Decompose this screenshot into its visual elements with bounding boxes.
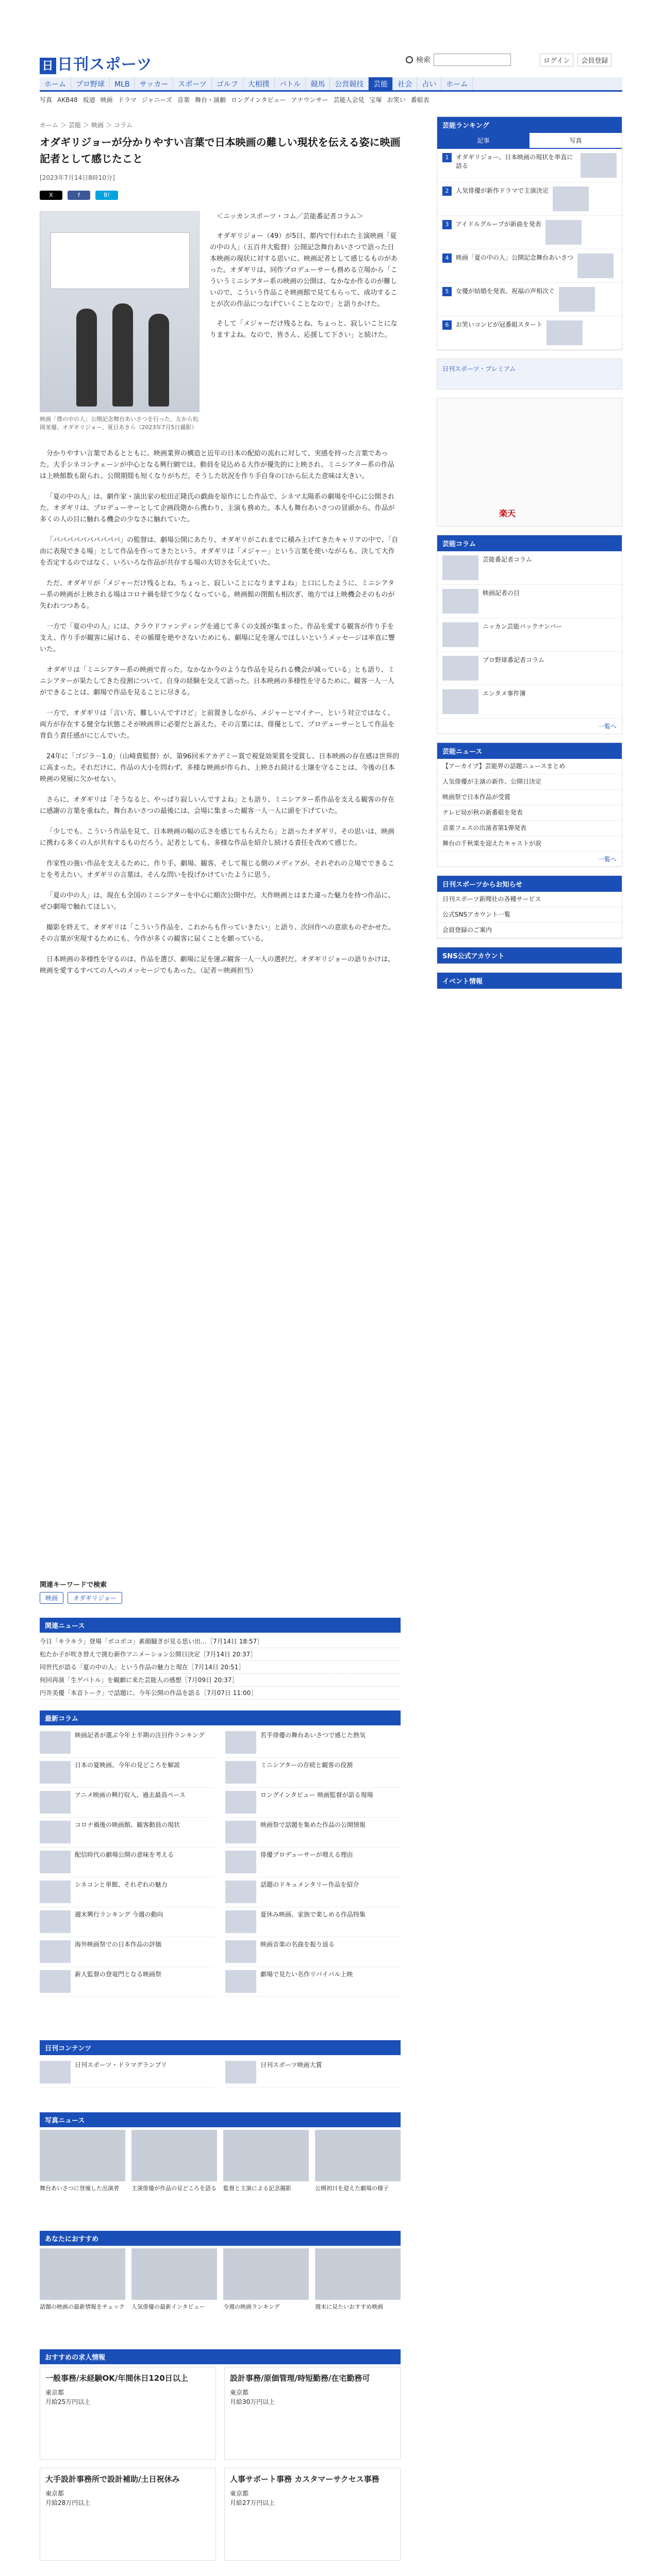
- lead-paragraph: ＜ニッカンスポーツ・コム／芸能番記者コラム＞: [217, 213, 363, 221]
- breadcrumb-item: ＞: [106, 122, 112, 129]
- nav-item[interactable]: スポーツ: [173, 77, 211, 90]
- recommend-item[interactable]: [40, 2248, 125, 2311]
- column-text: ニッカン芸能バックナンバー: [483, 623, 562, 630]
- article-body: [40, 448, 401, 986]
- photo-thumbnail: [315, 2130, 401, 2181]
- article-photo[interactable]: [40, 211, 200, 412]
- latest-column-item[interactable]: [40, 1937, 215, 1967]
- thumbnail: [225, 1970, 256, 1993]
- latest-column-item[interactable]: [225, 1788, 401, 1818]
- thumbnail: [40, 1761, 71, 1784]
- latest-column-text: 話題のドキュメンタリー作品を紹介: [260, 1881, 359, 1888]
- thumbnail: [225, 1910, 256, 1933]
- register-link[interactable]: 会員登録: [577, 54, 611, 66]
- subnav-item[interactable]: 宝塚: [369, 96, 382, 104]
- breadcrumb-item[interactable]: 映画: [91, 122, 104, 129]
- thumbnail: [442, 555, 478, 580]
- thumbnail: [40, 1910, 71, 1933]
- job-title: 大手設計事務所で設計補助/土日祝休み: [45, 2475, 180, 2484]
- thumbnail: [40, 1821, 71, 1843]
- latest-column-text: 新人監督の登竜門となる映画祭: [75, 1971, 162, 1978]
- thumbnail: [559, 287, 595, 312]
- thumbnail: [547, 320, 583, 345]
- body-paragraph: さらに、オダギリは「そうなると、やっぱり寂しいんですよね」とも語り、ミニシアター系作品を支える観客の存在に感謝の言葉を重ねた。舞台あいさつの最後には、会場に集まった観客一人一人に頭を下げていた。: [40, 796, 395, 815]
- subnav-item[interactable]: お笑い: [387, 96, 406, 104]
- sidebar: [437, 116, 622, 997]
- photo-thumbnail: [223, 2248, 309, 2300]
- latest-column-title: 最新コラム: [40, 1710, 401, 1725]
- latest-column-item[interactable]: [225, 1967, 401, 1997]
- lead-paragraph: オダギリジョー（49）が5日、都内で行われた主演映画「夏の中の人」（五百井大監督）公開記念舞台あいさつで語った日本映画の現状に対する思いに、映画記者として感じるものがあった。オダギリは、同作プロデューサーも務める立場から「こういうミニシアター系の映画の公開は、なかなか作るのが難しいので、こういう作品こそ映画館で見てもらって、成功することが次の作品につなげていくことなので」と語りかけた。: [210, 232, 398, 308]
- breadcrumb-item: ＞: [60, 122, 67, 129]
- thumbnail: [225, 1851, 256, 1873]
- article-lead: [210, 211, 401, 349]
- contents-text: 日刊スポーツ映画大賞: [260, 2061, 322, 2069]
- thumbnail: [40, 1851, 71, 1873]
- jobs-grid: [40, 2367, 401, 2561]
- share-facebook-button[interactable]: f: [68, 191, 90, 200]
- info-title: 日刊スポーツからお知らせ: [437, 876, 622, 892]
- info-item[interactable]: 公式SNSアカウント一覧: [437, 907, 622, 923]
- photo-news-item[interactable]: [40, 2130, 125, 2192]
- thumbnail: [442, 622, 478, 647]
- subnav-item[interactable]: 舞台・演劇: [194, 96, 226, 104]
- recommend-item-caption: 人気俳優の最新インタビュー: [131, 2303, 205, 2310]
- job-card[interactable]: [40, 2468, 216, 2561]
- photo-person: [112, 303, 133, 406]
- latest-column-item[interactable]: [40, 1848, 215, 1877]
- info-item[interactable]: 会員登録のご案内: [437, 923, 622, 938]
- photo-thumbnail: [223, 2130, 309, 2181]
- subnav-item[interactable]: ドラマ: [118, 96, 137, 104]
- news-item[interactable]: 舞台の千秋楽を迎えたキャストが涙: [437, 836, 622, 852]
- photo-thumbnail: [131, 2248, 217, 2300]
- ranking-item[interactable]: [437, 249, 622, 283]
- breadcrumb-item: ＞: [83, 122, 90, 129]
- tags-title: 関連キーワードで検索: [40, 1581, 107, 1589]
- thumbnail: [40, 1970, 71, 1993]
- latest-column-item[interactable]: [40, 1967, 215, 1997]
- column-item[interactable]: [437, 551, 622, 585]
- ranking-text: アイドルグループが新曲を発表: [456, 221, 541, 228]
- latest-column-item[interactable]: [40, 1788, 215, 1818]
- thumbnail: [225, 2061, 256, 2083]
- latest-column-item[interactable]: [225, 1877, 401, 1907]
- job-pay: 月給28万円以上: [45, 2499, 91, 2506]
- event-box: [437, 972, 622, 989]
- news-box: [437, 742, 622, 867]
- recommend-item[interactable]: [131, 2248, 217, 2311]
- search-label: 検索: [416, 56, 431, 64]
- photo-news-item-caption: 公開初日を迎えた劇場の様子: [315, 2185, 389, 2192]
- sub-navigation: [40, 95, 622, 105]
- related-news-item[interactable]: 松たか子が吹き替えで挑む新作アニメーション公開日決定［7月14日 20:37］: [40, 1648, 401, 1661]
- nav-item[interactable]: プロ野球: [71, 77, 110, 90]
- article-date: [2023年7月14日8時10分]: [40, 174, 115, 181]
- ranking-text: オダギリジョー、日本映画の現状を率直に語る: [456, 154, 573, 170]
- recommend-item[interactable]: [223, 2248, 309, 2311]
- rank-number: 4: [442, 253, 452, 263]
- ranking-text: 人気俳優が新作ドラマで主演決定: [456, 187, 549, 194]
- latest-column-text: 若手俳優の舞台あいさつで感じた熱気: [260, 1732, 366, 1739]
- nav-item[interactable]: 社会: [393, 77, 417, 90]
- body-paragraph: ただ、オダギリが「メジャーだけ残るとね、ちょっと、寂しいことになりますよね」と口にしたように、ミニシアター系の映画が上映される場はコロナ禍を経て少なくなっている。映画館の閉館も相次ぎ、地方では上映機会そのものが失われつつある。: [40, 580, 395, 610]
- photo-person: [148, 314, 169, 406]
- account-links: [540, 54, 611, 66]
- subnav-item[interactable]: アナウンサー: [291, 96, 328, 104]
- related-news-item[interactable]: 何回再演「生ゲバトル」を観劇に来た芸能人の感想［7月09日 20:37］: [40, 1674, 401, 1687]
- breadcrumb-item[interactable]: 芸能: [69, 122, 81, 129]
- photo-thumbnail: [40, 2248, 125, 2300]
- body-paragraph: 日本映画の多様性を守るのは、作品を選び、劇場に足を運ぶ観客一人一人の選択だ。オダギリジョーの語りかけは、映画を愛するすべての人へのメッセージでもあった。（記者＝映画担当）: [40, 956, 395, 975]
- body-paragraph: 「パパパパパパパパパパ」の監督は、劇場公開にあたり、オダギリがこれまでに積み上げてきたキャリアの中で、「自由に表現できる場」として作品を作ってきたという。オダギリは「メジャー」という言葉を使いながらも、決して大作を否定するのではなく、いろいろな作品が共存する場の大切さを伝えていた。: [40, 536, 399, 567]
- photo-news-item[interactable]: [315, 2130, 401, 2192]
- latest-column-item[interactable]: [40, 1758, 215, 1788]
- latest-column-text: 配信時代の劇場公開の意味を考える: [75, 1851, 174, 1858]
- photo-thumbnail: [40, 2130, 125, 2181]
- ranking-title: 芸能ランキング: [437, 117, 622, 133]
- nav-item[interactable]: 大相撲: [243, 77, 275, 90]
- latest-column-item[interactable]: [225, 1728, 401, 1758]
- photo-news-item-caption: 監督と主演による記念撮影: [223, 2185, 291, 2192]
- thumbnail: [442, 589, 478, 614]
- body-paragraph: 撮影を終えて、オダギリは「こういう作品を、これからも作っていきたい」と語り、次回作への意欲ものぞかせた。その言葉が実現するためにも、今作が多くの観客に届くことを願っている。: [40, 924, 395, 943]
- latest-column-text: シネコンと単館、それぞれの魅力: [75, 1881, 168, 1888]
- breadcrumb-item[interactable]: ホーム: [40, 122, 59, 129]
- news-item[interactable]: 映画祭で日本作品が受賞: [437, 790, 622, 805]
- subnav-item[interactable]: 芸能人会見: [333, 96, 365, 104]
- subnav-item[interactable]: 番組表: [410, 96, 429, 104]
- latest-column-text: 週末興行ランキング 今週の動向: [75, 1911, 163, 1918]
- latest-column-item[interactable]: [225, 1937, 401, 1967]
- contents-item[interactable]: [40, 2058, 215, 2088]
- column-text: 芸能番記者コラム: [483, 556, 532, 563]
- thumbnail: [225, 1880, 256, 1903]
- thumbnail: [40, 1731, 71, 1754]
- breadcrumb-item[interactable]: コラム: [114, 122, 133, 129]
- breadcrumb: [40, 121, 135, 129]
- header-search: [406, 54, 511, 66]
- body-paragraph: 24年に「ゴジラ－1.0」（山崎貴監督）が、第96回米アカデミー賞で視覚効果賞を受賞し、日本映画の存在感は世界的に高まった。それだけに、作品の大小を問わず、多様な映画が作られ、上映され続ける土壌を守ることは、今後の日本映画の発展に欠かせない。: [40, 753, 400, 783]
- thumbnail: [225, 1761, 256, 1784]
- column-list: [437, 551, 622, 719]
- rank-number: 3: [442, 220, 452, 229]
- search-icon[interactable]: [406, 56, 413, 63]
- sns-box: [437, 947, 622, 964]
- share-x-button[interactable]: X: [40, 191, 62, 200]
- column-box: [437, 535, 622, 734]
- recommend-item[interactable]: [315, 2248, 401, 2311]
- body-paragraph: 「夏の中の人」は、劇作家・演出家の松田正隆氏の戯曲を原作にした作品で、シネマ太陽系の劇場を中心に公開された。オダギリは、プロデューサーとして企画段階から携わり、主演も務めた。本人も舞台あいさつの冒頭から、作品が多くの人の目に触れる機会の少なさに触れていた。: [40, 493, 395, 523]
- ranking-text: お笑いコンビが冠番組スタート: [456, 321, 543, 328]
- news-item[interactable]: 【アーカイブ】芸能界の話題ニュースまとめ: [437, 759, 622, 774]
- info-box: [437, 875, 622, 939]
- job-card[interactable]: [40, 2367, 216, 2460]
- nav-item[interactable]: 競馬: [306, 77, 330, 90]
- ranking-text: 女優が結婚を発表、祝福の声相次ぐ: [456, 287, 555, 295]
- job-card[interactable]: [224, 2468, 401, 2561]
- contents-item[interactable]: [225, 2058, 401, 2088]
- latest-column-item[interactable]: [40, 1818, 215, 1848]
- latest-column-item[interactable]: [225, 1758, 401, 1788]
- related-news-list: [40, 1635, 401, 1700]
- job-title: 一般事務/未経験OK/年間休日120日以上: [45, 2374, 188, 2383]
- job-pay: 月給25万円以上: [45, 2398, 91, 2405]
- column-item[interactable]: [437, 585, 622, 618]
- nav-item[interactable]: 占い: [417, 77, 441, 90]
- rank-number: 6: [442, 320, 452, 330]
- body-paragraph: 一方で、オダギリは「言い方、難しいんですけど」と前置きしながら、メジャーとマイナー、という対立ではなく、両方が存在する健全な状態こそが映画界に必要だと訴えた。その言葉には、俳優として、プロデューサーとして作品を背負う責任感がにじんでいた。: [40, 709, 395, 740]
- latest-column-text: 夏休み映画、家族で楽しめる作品特集: [260, 1911, 366, 1918]
- photo-news-item-caption: 主演俳優が作品の見どころを語る: [131, 2185, 217, 2192]
- body-paragraph: 一方で「夏の中の人」には、クラウドファンディングを通じて多くの支援が集まった。作品を愛する観客が作り手を支え、作り手が観客に届ける、その循環を絶やさないためにも、劇場に足を運んでほしいというメッセージは率直に響いた。: [40, 623, 395, 653]
- event-title: イベント情報: [437, 973, 622, 989]
- photo-news-row: [40, 2130, 401, 2192]
- latest-column-text: 海外映画祭での日本作品の評価: [75, 1941, 162, 1948]
- nav-item[interactable]: サッカー: [135, 77, 173, 90]
- latest-column-item[interactable]: [225, 1848, 401, 1877]
- rank-number: 5: [442, 287, 452, 296]
- body-paragraph: 作家性の強い作品を支えるために、作り手、劇場、観客、そして報じる側のメディアが、それぞれの立場でできることを考えたい。オダギリの言葉は、そんな問いを投げかけていたように思う。: [40, 860, 394, 879]
- ranking-item[interactable]: [437, 149, 622, 182]
- latest-column-text: コロナ禍後の映画館、観客動員の現状: [75, 1821, 180, 1828]
- article-title: オダギリジョーが分かりやすい言葉で日本映画の難しい現状を伝える姿に映画記者として感じたこと: [40, 136, 401, 165]
- ranking-item[interactable]: [437, 283, 622, 316]
- photo-backdrop: [51, 232, 190, 289]
- related-news-title: 関連ニュース: [40, 1618, 401, 1633]
- column-item[interactable]: [437, 685, 622, 719]
- latest-column-text: 劇場で見たい名作リバイバル上映: [260, 1971, 353, 1978]
- ranking-item[interactable]: [437, 182, 622, 216]
- ranking-text: 映画「夏の中の人」公開記念舞台あいさつ: [456, 254, 574, 261]
- thumbnail: [40, 1791, 71, 1814]
- related-news-item[interactable]: 同世代が語る「夏の中の人」という作品の魅力と現在［7月14日 20:51］: [40, 1661, 401, 1674]
- thumbnail: [40, 2061, 71, 2083]
- latest-column-grid: [40, 1728, 401, 1997]
- column-text: プロ野球番記者コラム: [483, 656, 544, 664]
- ad-label: 楽天: [499, 509, 516, 518]
- job-pay: 月給27万円以上: [230, 2499, 275, 2506]
- photo-thumbnail: [315, 2248, 401, 2300]
- recommend-item-caption: 今週の映画ランキング: [223, 2303, 280, 2310]
- job-pay: 月給30万円以上: [230, 2398, 275, 2405]
- info-list: [437, 892, 622, 938]
- thumbnail: [225, 1821, 256, 1843]
- info-item[interactable]: 日刊スポーツ新聞社の各種サービス: [437, 892, 622, 907]
- thumbnail: [40, 1880, 71, 1903]
- latest-column-text: 映画音楽の名曲を振り返る: [260, 1941, 335, 1948]
- column-item[interactable]: [437, 652, 622, 685]
- thumbnail: [442, 656, 478, 681]
- subnav-item[interactable]: AKB48: [57, 96, 78, 104]
- latest-column-text: ロングインタビュー 映画監督が語る現場: [260, 1791, 373, 1799]
- lead-paragraph: そして「メジャーだけ残るとね、ちょっと、寂しいことになりますよね。なので、皆さん、応援して下さい」と続けた。: [210, 320, 398, 339]
- jobs-title: おすすめの求人情報: [40, 2349, 401, 2364]
- latest-column-item[interactable]: [225, 1907, 401, 1937]
- contents-grid: [40, 2058, 401, 2088]
- photo-caption: 映画「僕の中の人」公開記念舞台あいさつを行った、左から松岡茉優、オダギリジョー、夏目あきら（2023年7月5日撮影）: [40, 416, 198, 431]
- news-item[interactable]: 人気俳優が主演の新作、公開日決定: [437, 774, 622, 790]
- nav-item[interactable]: ホーム: [441, 77, 473, 90]
- photo-news-title: 写真ニュース: [40, 2112, 401, 2127]
- ranking-tabs: [437, 133, 622, 149]
- thumbnail: [225, 1731, 256, 1754]
- photo-news-item[interactable]: [131, 2130, 217, 2192]
- news-title: 芸能ニュース: [437, 743, 622, 759]
- thumbnail: [225, 1791, 256, 1814]
- search-input[interactable]: [434, 54, 511, 66]
- tab-articles[interactable]: 記事: [437, 133, 529, 149]
- tag-link[interactable]: オダギリジョー: [68, 1592, 122, 1604]
- ranking-item[interactable]: [437, 216, 622, 249]
- column-more-link[interactable]: 一覧へ: [598, 723, 617, 730]
- latest-column-text: ミニシアターの存続と観客の役割: [260, 1761, 353, 1769]
- subnav-item[interactable]: 写真: [40, 96, 53, 104]
- sns-title: SNS公式アカウント: [437, 947, 622, 963]
- nav-item[interactable]: MLB: [110, 77, 135, 90]
- latest-column-item[interactable]: [40, 1728, 215, 1758]
- main-navigation: [40, 77, 622, 92]
- thumbnail: [442, 689, 478, 714]
- job-place: 東京都: [230, 2490, 249, 2497]
- related-news-item[interactable]: 円井美優「本音トーク」で話題に、今年公開の作品を語る［7月07日 11:00］: [40, 1687, 401, 1700]
- job-place: 東京都: [230, 2389, 249, 2396]
- logo-mark: 日: [40, 58, 56, 74]
- thumbnail: [225, 1940, 256, 1963]
- recommend-title: あなたにおすすめ: [40, 2231, 401, 2246]
- news-item[interactable]: テレビ局が秋の新番組を発表: [437, 805, 622, 821]
- nav-item[interactable]: バトル: [275, 77, 306, 90]
- job-title: 人事サポート事務 カスタマーサクセス事務: [230, 2475, 379, 2484]
- related-news-item[interactable]: 今日「キラキラ」登場「ボコボコ」素顔騒ぎが見る思い出…［7月14日 18:57］: [40, 1635, 401, 1648]
- tab-photos[interactable]: 写真: [529, 133, 622, 149]
- nav-item[interactable]: ゴルフ: [212, 77, 243, 90]
- logo-text: 日刊スポーツ: [57, 56, 153, 74]
- news-more-link[interactable]: 一覧へ: [598, 856, 617, 863]
- column-text: 映画記者の目: [483, 589, 520, 597]
- subnav-item[interactable]: 映画: [100, 96, 113, 104]
- body-paragraph: 分かりやすい言葉であるとともに、映画業界の構造と近年の日本の配給の流れに対して、実感を持った言葉であった。大手シネコンチェーンが中心となる興行網では、動員を見込める大作が優先的に上映され、ミニシアター系の作品は上映館数も限られ、公開期間も短くなりがちだ。そうした状況を作り手自身の口から伝えた意味は大きい。: [40, 450, 394, 480]
- latest-column-item[interactable]: [40, 1877, 215, 1907]
- contents-text: 日刊スポーツ・ドラマグランプリ: [75, 2061, 168, 2069]
- login-link[interactable]: ログイン: [540, 54, 573, 66]
- news-list: [437, 759, 622, 852]
- recommend-item-caption: 週末に見たいおすすめ映画: [315, 2303, 384, 2310]
- share-buttons: [40, 191, 118, 200]
- job-place: 東京都: [45, 2490, 64, 2497]
- nav-item[interactable]: ホーム: [40, 77, 71, 90]
- latest-column-text: アニメ映画の興行収入、過去最高ペース: [75, 1791, 186, 1799]
- latest-column-text: 映画記者が選ぶ今年上半期の注目作ランキング: [75, 1732, 205, 1739]
- ad-banner[interactable]: [437, 398, 622, 527]
- ranking-box: [437, 116, 622, 350]
- ranking-item[interactable]: [437, 316, 622, 350]
- thumbnail: [545, 220, 582, 245]
- thumbnail: [581, 153, 617, 178]
- subnav-item[interactable]: ロングインタビュー: [230, 96, 286, 104]
- rank-number: 2: [442, 187, 452, 196]
- latest-column-text: 映画祭で話題を集めた作品の公開情報: [260, 1821, 366, 1828]
- photo-person: [76, 309, 97, 406]
- body-paragraph: オダギリは「ミニシアター系の映画で育った。なかなか今のような作品を見られる機会が減っている」とも語り、ミニシアターが果たしてきた役割について、自身の経験を交えて語った。日本映画の多様性を守るために、観客一人一人ができることは、劇場で作品を見ることに尽きる。: [40, 666, 395, 697]
- body-paragraph: 「少しでも、こういう作品を見て、日本映画の幅の広さを感じてもらえたら」と語ったオダギリ。その思いは、映画に携わる多くの人が共有するものだろう。記者としても、多様な作品を紹介し続ける責任を改めて感じた。: [40, 828, 395, 847]
- job-card[interactable]: [224, 2367, 401, 2460]
- subnav-item[interactable]: 坂道: [82, 96, 95, 104]
- subnav-item[interactable]: ジャニーズ: [141, 96, 172, 104]
- subnav-item[interactable]: 音楽: [177, 96, 190, 104]
- ranking-list: [437, 149, 622, 350]
- latest-column-text: 俳優プロデューサーが増える理由: [260, 1851, 353, 1858]
- body-paragraph: 「夏の中の人」は、現在も全国のミニシアターを中心に順次公開中だ。大作映画とはまた違った魅力を持つ作品に、ぜひ劇場で触れてほしい。: [40, 892, 395, 911]
- site-logo[interactable]: [40, 52, 153, 74]
- recommend-row: [40, 2248, 401, 2311]
- latest-column-text: 日本の夏映画、今年の見どころを解説: [75, 1761, 180, 1769]
- column-title: 芸能コラム: [437, 535, 622, 551]
- column-item[interactable]: [437, 618, 622, 652]
- job-title: 設計事務/原価管理/時短勤務/在宅勤務可: [230, 2374, 370, 2383]
- thumbnail: [40, 1940, 71, 1963]
- nav-item[interactable]: 公営競技: [330, 77, 369, 90]
- news-item[interactable]: 音楽フェスの出演者第1弾発表: [437, 821, 622, 836]
- job-place: 東京都: [45, 2389, 64, 2396]
- contents-title: 日刊コンテンツ: [40, 2040, 401, 2055]
- rank-number: 1: [442, 153, 452, 162]
- nav-item[interactable]: 芸能: [369, 77, 393, 90]
- photo-news-item-caption: 舞台あいさつに登壇した出演者: [40, 2185, 119, 2192]
- thumbnail: [553, 187, 589, 211]
- thumbnail: [577, 253, 614, 278]
- latest-column-item[interactable]: [40, 1907, 215, 1937]
- tag-link[interactable]: 映画: [40, 1592, 63, 1604]
- column-text: エンタメ事件簿: [483, 690, 526, 697]
- tag-list: [40, 1592, 122, 1604]
- photo-thumbnail: [131, 2130, 217, 2181]
- latest-column-item[interactable]: [225, 1818, 401, 1848]
- photo-news-item[interactable]: [223, 2130, 309, 2192]
- share-hatena-button[interactable]: B!: [95, 191, 118, 200]
- recommend-item-caption: 話題の映画の最新情報をチェック: [40, 2303, 125, 2310]
- premium-promo[interactable]: 日刊スポーツ・プレミアム: [437, 359, 622, 389]
